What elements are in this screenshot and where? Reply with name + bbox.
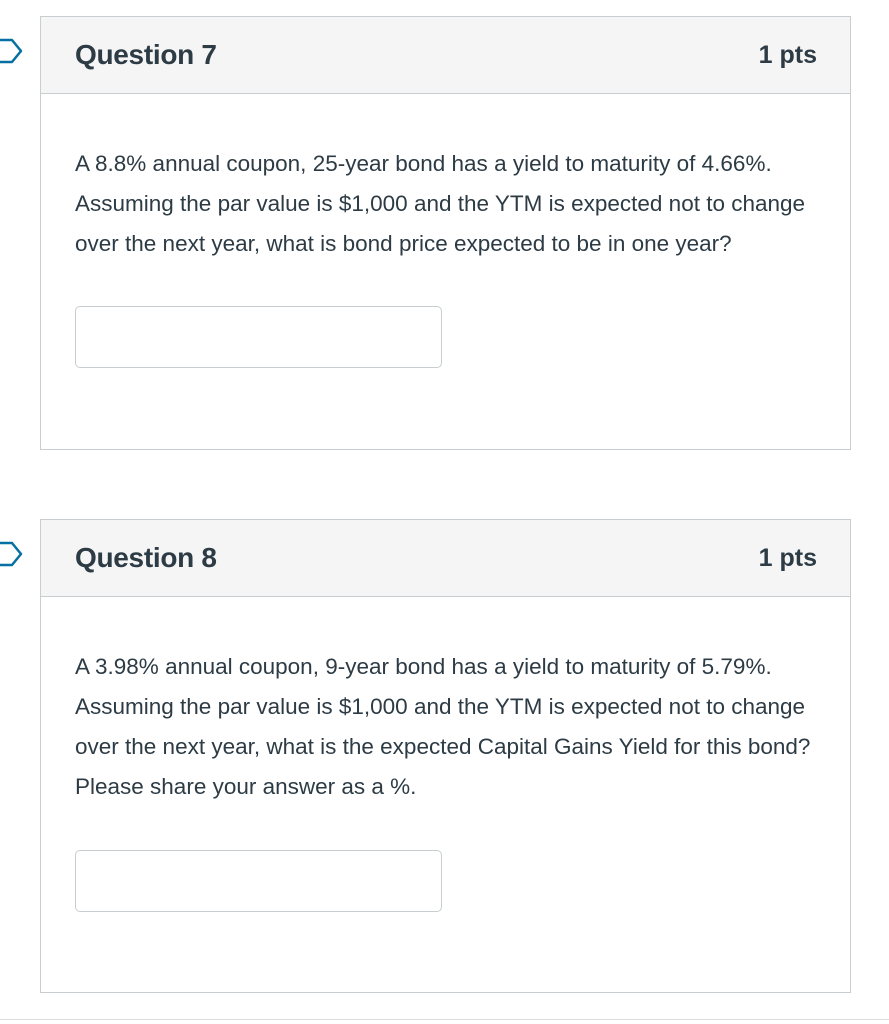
question-body [41,597,850,912]
question-points: 1 pts [758,40,817,69]
question-title: Question 7 [75,39,217,70]
question-body [41,94,850,368]
question-header [41,17,850,94]
question-text: A 8.8% annual coupon, 25-year bond has a yield to maturity of 4.66%. Assuming the par value is $1,000 and the YTM is expected not to change over the next year, what is bond price expected to be in one year? [75,151,806,256]
question-header [41,520,850,597]
answer-input[interactable] [75,306,442,368]
bookmark-flag-icon[interactable] [0,38,24,64]
question-title: Question 8 [75,542,217,573]
page-divider [0,1019,889,1020]
answer-input[interactable] [75,850,442,912]
question-points: 1 pts [758,543,817,572]
question-card [40,519,851,993]
question-card [40,16,851,450]
bookmark-flag-icon[interactable] [0,541,24,567]
question-text: A 3.98% annual coupon, 9-year bond has a yield to maturity of 5.79%. Assuming the par value is $1,000 and the YTM is expected not to change over the next year, what is the expected Capital Gains Yield for this bond? Please share your answer as a %. [75,654,811,799]
